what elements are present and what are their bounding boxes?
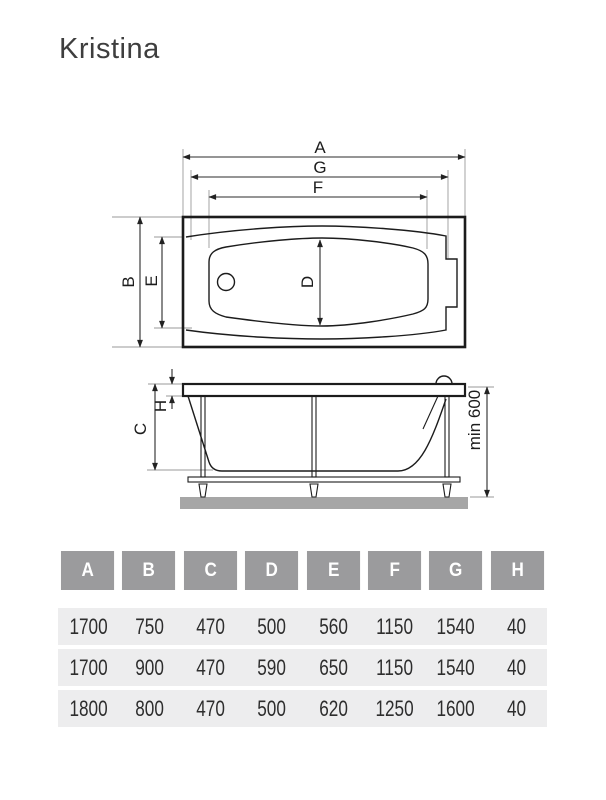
- dim-g-label: G: [313, 158, 327, 177]
- support-frame: [188, 477, 460, 482]
- value-cell: 1250: [375, 695, 414, 721]
- table-row: [58, 608, 547, 645]
- value-cell: 500: [257, 613, 287, 639]
- value-cell: 750: [135, 613, 165, 639]
- value-cell: 40: [506, 695, 526, 721]
- table-row: [58, 649, 547, 686]
- value-cell: 650: [318, 654, 348, 680]
- value-cell: 800: [135, 695, 165, 721]
- tub-basin-outline: [209, 238, 428, 326]
- value-cell: 470: [196, 695, 226, 721]
- value-cell: 1700: [69, 654, 108, 680]
- value-cell: 1150: [375, 654, 413, 680]
- header-cell: D: [245, 551, 298, 590]
- foot-right: [443, 484, 451, 497]
- extension-lines-side-view: [147, 384, 494, 497]
- value-cell: 590: [257, 654, 287, 680]
- value-cell: 620: [318, 695, 348, 721]
- dim-d-label: D: [298, 275, 317, 289]
- tub-outer-rect: [183, 217, 465, 347]
- side-view: [131, 369, 494, 509]
- page-title: Kristina: [59, 33, 160, 65]
- top-view: [112, 138, 465, 347]
- header-cell: C: [184, 551, 237, 590]
- tub-front-slant: [188, 396, 209, 462]
- value-cell: 1700: [69, 613, 108, 639]
- tub-rim-side: [183, 384, 465, 396]
- header-cell: A: [61, 551, 114, 590]
- foot-middle: [310, 484, 318, 497]
- dim-min600-label: min 600: [465, 389, 484, 451]
- tub-bottom-profile: [209, 399, 446, 471]
- dimension-lines-top-view: [140, 157, 465, 347]
- table-row: [58, 690, 547, 727]
- dimensions-table: [58, 551, 547, 731]
- value-cell: 40: [506, 654, 526, 680]
- value-cell: 470: [196, 613, 226, 639]
- dim-e-label: E: [142, 275, 161, 287]
- leg-middle: [312, 396, 316, 477]
- drain-hole: [218, 274, 235, 291]
- ground-bar: [180, 497, 468, 509]
- header-cell: H: [491, 551, 544, 590]
- foot-left: [199, 484, 207, 497]
- header-cell: F: [368, 551, 421, 590]
- header-cell: E: [306, 551, 359, 590]
- header-cell: G: [429, 551, 482, 590]
- dim-b-label: B: [119, 276, 138, 288]
- backrest-inner-line: [423, 396, 438, 429]
- value-cell: 1600: [436, 695, 475, 721]
- value-cell: 1150: [375, 613, 413, 639]
- table-header-row: [58, 551, 547, 590]
- value-cell: 470: [196, 654, 226, 680]
- value-cell: 500: [257, 695, 287, 721]
- value-cell: 900: [135, 654, 165, 680]
- leg-right: [445, 396, 449, 477]
- dim-h-label: H: [151, 399, 170, 413]
- value-cell: 1540: [436, 654, 475, 680]
- value-cell: 1540: [436, 613, 475, 639]
- dim-a-label: A: [314, 138, 326, 157]
- overflow-dome: [436, 376, 452, 384]
- dim-c-label: C: [131, 422, 150, 436]
- header-cell: B: [122, 551, 175, 590]
- value-cell: 560: [318, 613, 348, 639]
- dim-f-label: F: [312, 178, 324, 197]
- tub-rim-outline: [186, 226, 457, 339]
- value-cell: 40: [506, 613, 526, 639]
- value-cell: 1800: [69, 695, 108, 721]
